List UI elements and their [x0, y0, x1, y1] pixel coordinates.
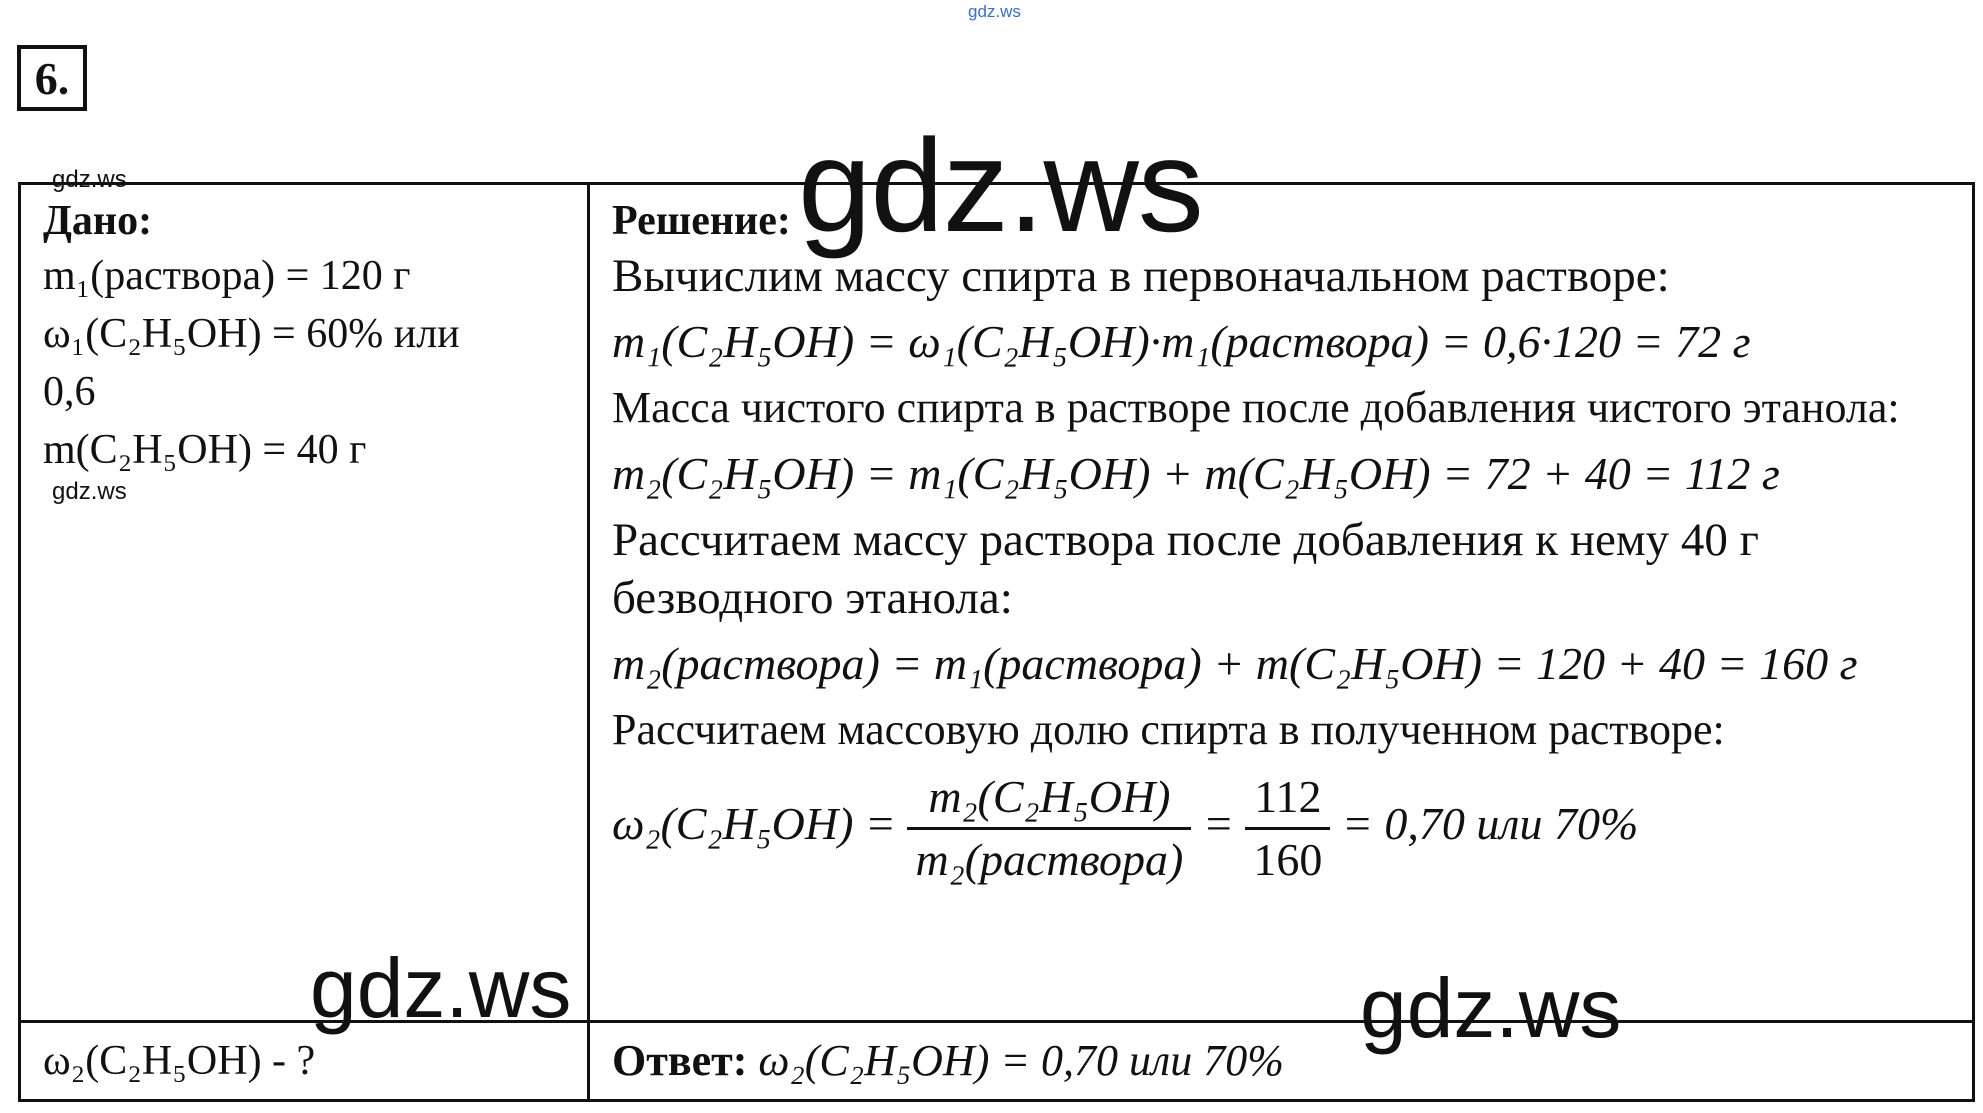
solution-step4-text: Рассчитаем массовую долю спирта в полученном растворе:	[612, 705, 1725, 754]
fraction-lhs: ω₂(C₂H₅OH) =	[612, 798, 896, 850]
given-cell	[20, 184, 589, 1022]
solution-header: Решение:	[612, 198, 791, 244]
fraction-result: = 0,70 или 70%	[1341, 798, 1639, 850]
given-line: m(C₂H₅OH) = 40 г	[43, 427, 367, 473]
watermark-bottom-left: gdz.ws	[310, 941, 572, 1035]
fraction-numeric	[1245, 767, 1330, 890]
solution-step3-text: Рассчитаем массу раствора после добавления к нему 40 г безводного этанола:	[612, 514, 1759, 624]
watermark-bottom-right: gdz.ws	[1360, 961, 1622, 1055]
solution-step3-equation: m₂(раствора) = m₁(раствора) + m(C₂H₅OH) = 120 + 40 = 160 г	[612, 638, 1858, 689]
answer-cell	[589, 1022, 1974, 1101]
given-line: m₁(раствора) = 120 г	[43, 253, 411, 299]
given-line: ω₁(C₂H₅OH) = 60% или	[43, 311, 460, 357]
watermark-small-2: gdz.ws	[52, 478, 127, 505]
given-header: Дано:	[43, 198, 153, 244]
solution-step4-equation	[612, 767, 1972, 890]
find-value: ω₂(C₂H₅OH) - ?	[43, 1038, 316, 1084]
answer-value: ω₂(C₂H₅OH) = 0,70 или 70%	[758, 1036, 1284, 1085]
fraction-numeric-denominator: 160	[1253, 834, 1323, 885]
fraction-mass-ratio	[907, 767, 1191, 890]
fraction-denominator: m₂(раствора)	[915, 834, 1184, 885]
task-number: 6.	[17, 45, 87, 111]
fraction-equals: =	[1202, 798, 1234, 850]
fraction-numerator: m₂(C₂H₅OH)	[907, 767, 1191, 830]
solution-step1-equation: m₁(C₂H₅OH) = ω₁(C₂H₅OH)·m₁(раствора) = 0,6·120 = 72 г	[612, 316, 1751, 367]
answer-label: Ответ:	[612, 1036, 748, 1085]
fraction-numeric-numerator: 112	[1245, 767, 1330, 830]
watermark-top: gdz.ws	[968, 2, 1021, 21]
solution-step1-text: Вычислим массу спирта в первоначальном растворе:	[612, 250, 1670, 302]
watermark-small-1: gdz.ws	[52, 166, 127, 193]
solution-step2-text: Масса чистого спирта в растворе после добавления чистого этанола:	[612, 383, 1900, 432]
watermark-large: gdz.ws	[798, 112, 1203, 259]
solution-cell	[589, 184, 1974, 1022]
solution-step2-equation: m₂(C₂H₅OH) = m₁(C₂H₅OH) + m(C₂H₅OH) = 72 + 40 = 112 г	[612, 448, 1780, 499]
given-line: 0,6	[43, 369, 96, 415]
